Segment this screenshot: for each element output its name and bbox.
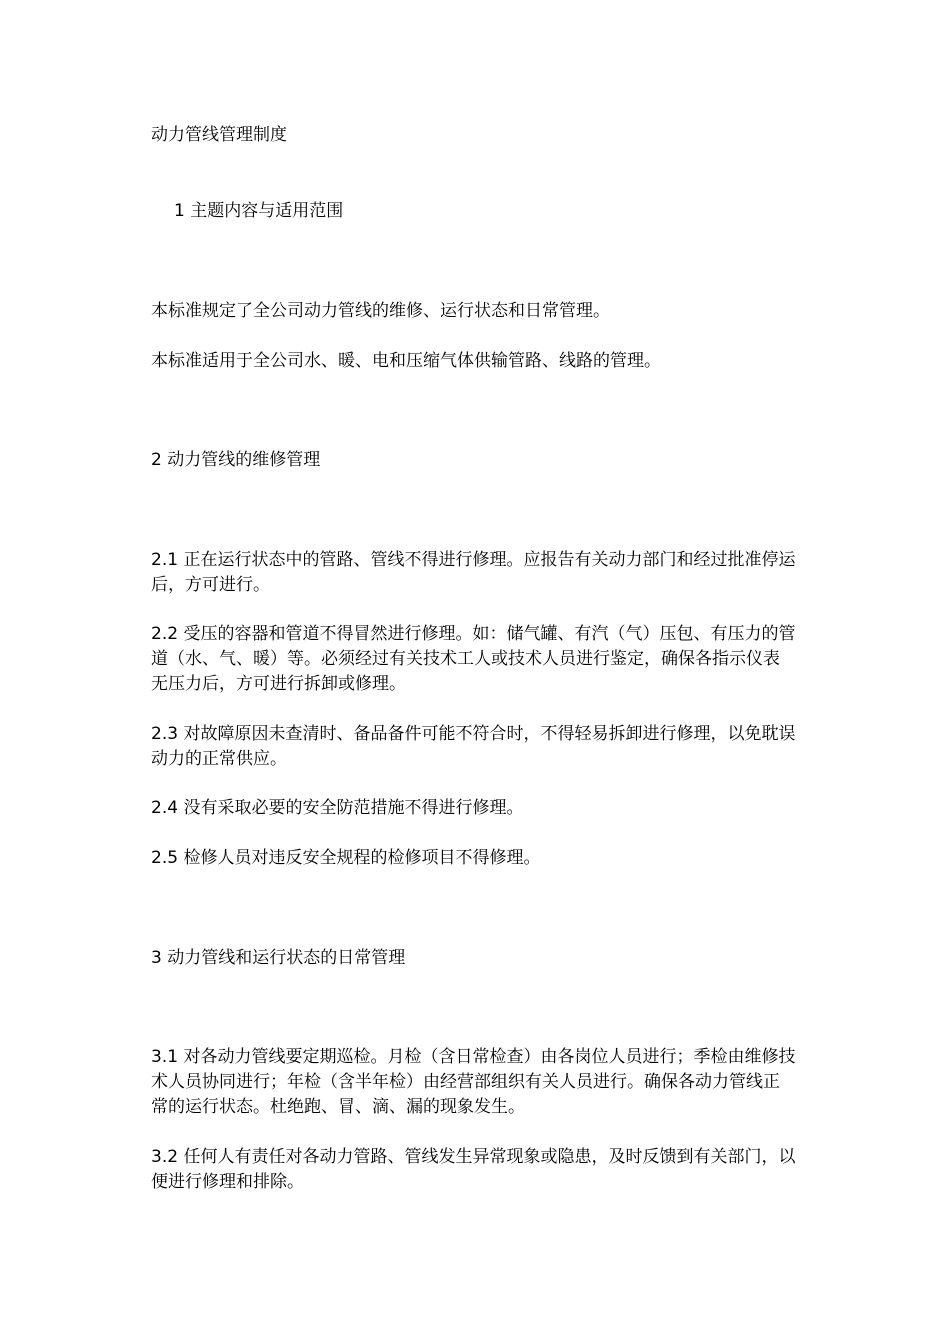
section-2-heading: 2 动力管线的维修管理 [151,450,321,470]
section-1-paragraph-1: 本标准规定了全公司动力管线的维修、运行状态和日常管理。 [151,301,610,321]
document-title: 动力管线管理制度 [151,125,287,145]
section-3-item-1: 3.1 对各动力管线要定期巡检。月检（含日常检查）由各岗位人员进行；季检由维修技术人员协同进行；年检（含半年检）由经营部组织有关人员进行。确保各动力管线正常的运行状态。杜绝跑、冒、滴、漏的现象发生。 [151,1047,796,1117]
section-2-item-1: 2.1 正在运行状态中的管路、管线不得进行修理。应报告有关动力部门和经过批准停运后，方可进行。 [151,550,796,595]
section-1-heading: 1 主题内容与适用范围 [174,201,344,221]
section-2-item-5: 2.5 检修人员对违反安全规程的检修项目不得修理。 [151,848,541,868]
section-2-item-3: 2.3 对故障原因未查清时、备品备件可能不符合时，不得轻易拆卸进行修理，以免耽误动力的正常供应。 [151,724,796,769]
section-3-item-2: 3.2 任何人有责任对各动力管路、管线发生异常现象或隐患，及时反馈到有关部门，以便进行修理和排除。 [151,1147,796,1192]
section-3-heading: 3 动力管线和运行状态的日常管理 [151,948,406,968]
section-2-item-2: 2.2 受压的容器和管道不得冒然进行修理。如：储气罐、有汽（气）压包、有压力的管道（水、气、暖）等。必须经过有关技术工人或技术人员进行鉴定，确保各指示仪表无压力后，方可进行拆卸或修理。 [151,624,796,694]
section-2-item-4: 2.4 没有采取必要的安全防范措施不得进行修理。 [151,798,524,818]
section-1-paragraph-2: 本标准适用于全公司水、暖、电和压缩气体供输管路、线路的管理。 [151,351,661,371]
